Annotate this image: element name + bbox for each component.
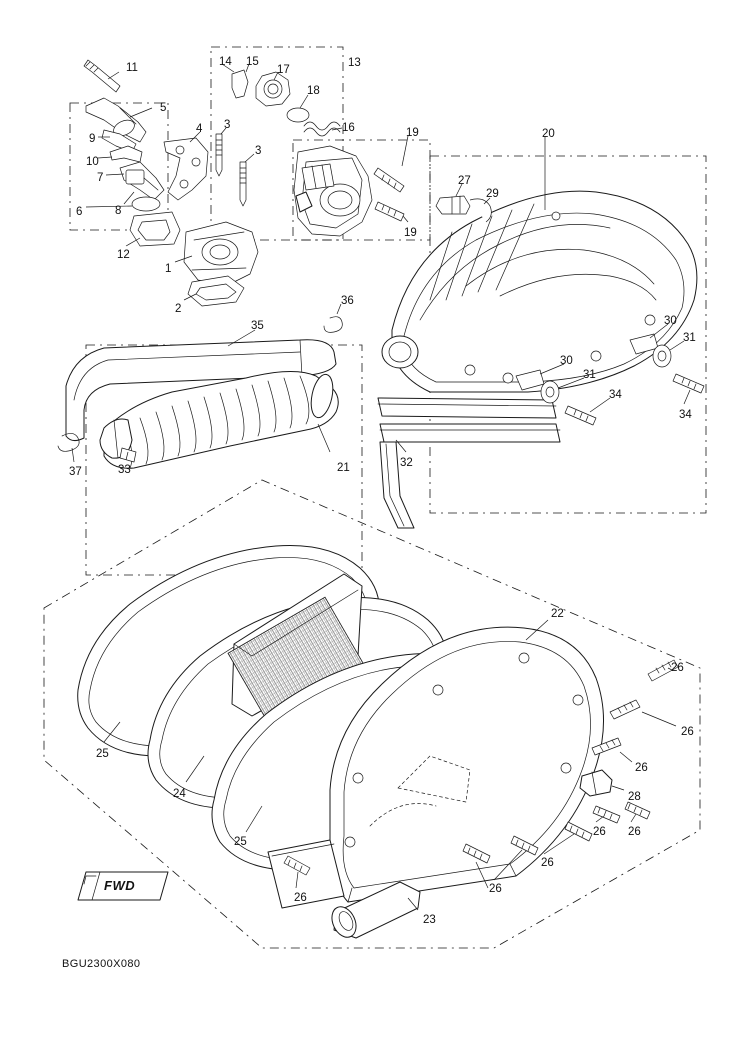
part-36-clip	[324, 304, 342, 332]
callout-28: 28	[628, 791, 641, 803]
callout-33: 33	[118, 464, 131, 476]
throttle-body-assembly	[294, 146, 372, 236]
callout-31-right: 31	[683, 332, 696, 344]
callout-19-lower: 19	[404, 227, 417, 239]
callout-27: 27	[458, 175, 471, 187]
part-32-damper	[380, 424, 560, 528]
callout-31-inner: 31	[583, 369, 596, 381]
part-17-injector	[256, 72, 290, 106]
callout-23: 23	[423, 914, 436, 926]
callout-9: 9	[89, 133, 96, 145]
callout-26-b: 26	[681, 726, 694, 738]
callout-7: 7	[97, 172, 104, 184]
part-18-seal	[287, 95, 309, 122]
part-19-bolts	[374, 136, 408, 222]
part-6-oring	[86, 197, 160, 211]
callout-1: 1	[165, 263, 172, 275]
fwd-direction-label: FWD	[104, 878, 136, 893]
callout-3-upper: 3	[224, 119, 231, 131]
part-16-spring	[304, 122, 342, 136]
callout-13: 13	[348, 57, 361, 69]
callout-30-right: 30	[664, 315, 677, 327]
callout-32: 32	[400, 457, 413, 469]
callout-36: 36	[341, 295, 354, 307]
callout-30-inner: 30	[560, 355, 573, 367]
callout-2: 2	[175, 303, 182, 315]
part-1-manifold	[175, 222, 258, 286]
callout-34-inner: 34	[609, 389, 622, 401]
callout-26-d: 26	[593, 826, 606, 838]
callout-20: 20	[542, 128, 555, 140]
callout-26-g: 26	[489, 883, 502, 895]
callout-26-a: 26	[671, 662, 684, 674]
part-21-flex-hose	[104, 371, 338, 468]
callout-18: 18	[307, 85, 320, 97]
callout-19-upper: 19	[406, 127, 419, 139]
callout-17: 17	[277, 64, 290, 76]
callout-26-h: 26	[294, 892, 307, 904]
callout-3-lower: 3	[255, 145, 262, 157]
callout-15: 15	[246, 56, 259, 68]
part-12-gasket	[126, 212, 180, 246]
callout-4: 4	[196, 123, 203, 135]
callout-24: 24	[173, 788, 186, 800]
callout-35: 35	[251, 320, 264, 332]
callout-6: 6	[76, 206, 83, 218]
callout-22: 22	[551, 608, 564, 620]
part-10-clamp	[98, 146, 142, 162]
callout-11: 11	[126, 62, 138, 74]
part-7-8-sensor	[106, 162, 164, 204]
callout-12: 12	[117, 249, 130, 261]
part-11-bolt	[84, 60, 120, 92]
callout-29: 29	[486, 188, 499, 200]
callout-5: 5	[160, 102, 167, 114]
callout-25-upper: 25	[96, 748, 109, 760]
part-14-15-clip	[222, 64, 249, 98]
part-4-bracket	[164, 132, 208, 200]
callout-26-f: 26	[541, 857, 554, 869]
callout-8: 8	[115, 205, 122, 217]
callout-37: 37	[69, 466, 82, 478]
callout-16: 16	[342, 122, 355, 134]
callout-14: 14	[219, 56, 232, 68]
callout-26-c: 26	[635, 762, 648, 774]
diagram-part-code: BGU2300X080	[62, 958, 141, 970]
callout-10: 10	[86, 156, 99, 168]
callout-25-lower: 25	[234, 836, 247, 848]
callout-26-e: 26	[628, 826, 641, 838]
part-3-bolts	[216, 128, 254, 206]
part-27-29-breather	[436, 184, 491, 222]
callout-34-right: 34	[679, 409, 692, 421]
callout-21: 21	[337, 462, 350, 474]
